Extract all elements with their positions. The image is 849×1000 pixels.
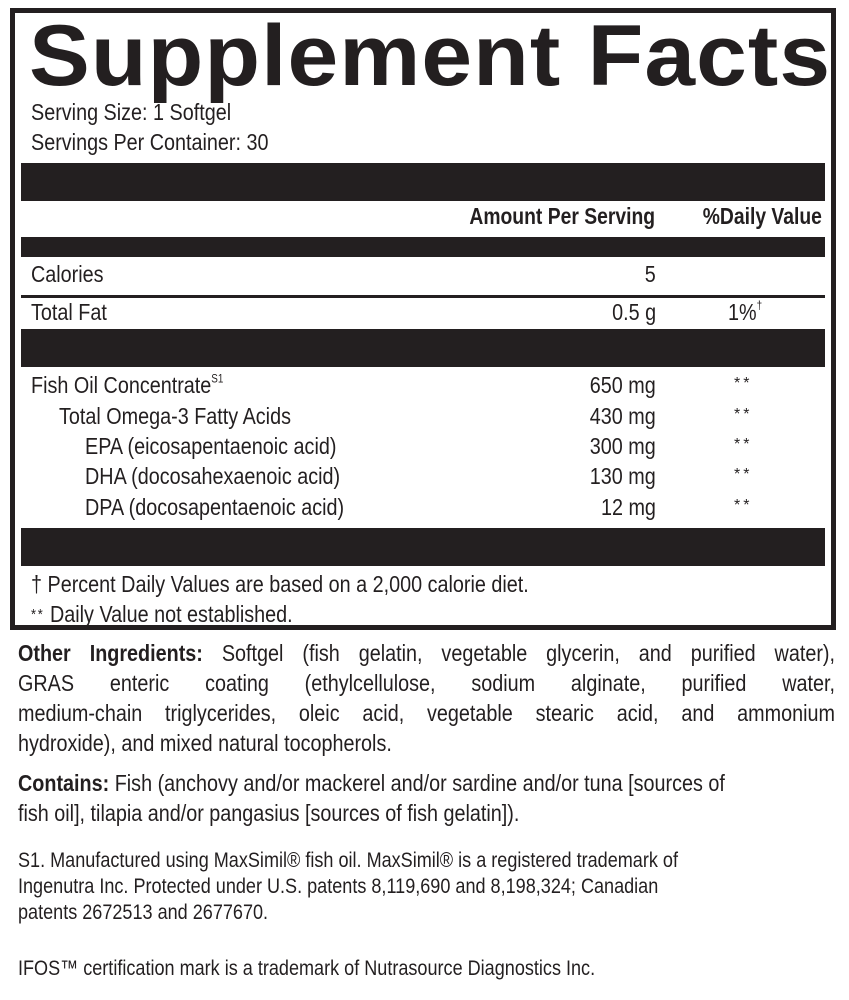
- supplement-facts-panel: [10, 8, 836, 630]
- other-ingredients-heading: Other Ingredients:: [18, 640, 203, 666]
- thick-divider: [21, 528, 825, 566]
- row-dv-dpa: **: [734, 497, 753, 514]
- dagger-mark: †: [756, 300, 763, 313]
- thick-divider: [21, 163, 825, 201]
- row-amount-total-fat: 0.5 g: [612, 299, 656, 325]
- row-amount-calories: 5: [644, 261, 656, 287]
- row-label-calories: Calories: [31, 261, 104, 287]
- row-amount-omega-3: 430 mg: [590, 403, 656, 429]
- contains-heading: Contains:: [18, 770, 110, 796]
- row-dv-epa: **: [734, 436, 753, 453]
- row-label-dpa: DPA (docosapentaenoic acid): [85, 494, 345, 520]
- panel-title: Supplement Facts: [29, 8, 832, 104]
- row-label-total-fat: Total Fat: [31, 299, 107, 325]
- row-amount-epa: 300 mg: [590, 433, 656, 459]
- row-dv-total-fat: [728, 299, 762, 326]
- thick-divider: [21, 237, 825, 257]
- row-amount-dha: 130 mg: [590, 463, 656, 489]
- ifos-note: IFOS™ certification mark is a trademark of Nutrasource Diagnostics Inc.: [18, 957, 596, 980]
- amount-per-serving-header: Amount Per Serving: [469, 203, 655, 229]
- row-label-fish-oil: Fish Oil Concentrate$^{S1}$: [31, 372, 224, 398]
- row-dv-omega-3: **: [734, 406, 753, 423]
- footnote-stars: ** Daily Value not established.: [31, 601, 293, 627]
- other-ingredients: Other Ingredients: Softgel (fish gelatin, vegetable glycerin, and purified water), GRAS enteric coating (ethylcellulose, sodium alginate, purified water, medium-chain triglycerides, oleic acid, vegetable stearic acid, and ammonium hydroxide), and mixed natural tocopherols.: [18, 640, 835, 756]
- row-amount-dpa: 12 mg: [601, 494, 656, 520]
- row-dv-dha: **: [734, 466, 753, 483]
- thick-divider: [21, 329, 825, 367]
- stars-mark: **: [31, 606, 45, 623]
- servings-per-container: Servings Per Container: 30: [31, 129, 269, 155]
- s1-note: S1. Manufactured using MaxSimil® fish oil. MaxSimil® is a registered trademark of Ingenutra Inc. Protected under U.S. patents 8,119,690 and 8,198,324; Canadian patents 2672513 and 2677670.: [18, 849, 678, 924]
- footnote-dagger: † Percent Daily Values are based on a 2,000 calorie diet.: [31, 571, 529, 597]
- serving-size: Serving Size: 1 Softgel: [31, 99, 232, 125]
- divider-line: [21, 295, 825, 298]
- row-label-omega-3: Total Omega-3 Fatty Acids: [59, 403, 291, 429]
- row-label-epa: EPA (eicosapentaenoic acid): [85, 433, 337, 459]
- daily-value-header: %Daily Value: [702, 203, 822, 229]
- row-label-dha: DHA (docosahexaenoic acid): [85, 463, 341, 489]
- row-amount-fish-oil: 650 mg: [590, 372, 656, 398]
- row-dv-fish-oil: **: [734, 375, 753, 392]
- footnote-ref: S1: [211, 373, 224, 386]
- contains-statement: Contains: Fish (anchovy and/or mackerel and/or sardine and/or tuna [sources of fish oil], tilapia and/or pangasius [sources of fish gelatin]).: [18, 770, 725, 826]
- dv-value: 1%: [728, 299, 757, 325]
